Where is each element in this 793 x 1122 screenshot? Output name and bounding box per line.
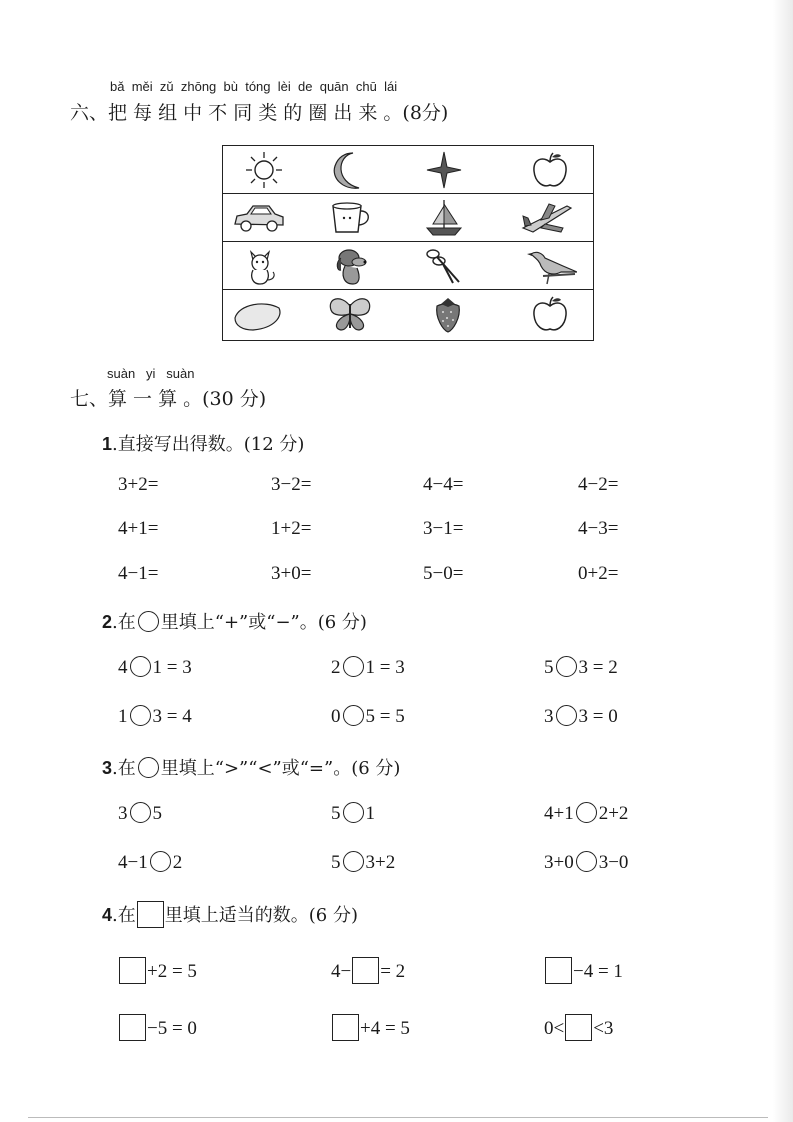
fill-number-item [544, 1014, 613, 1041]
question3-label [102, 754, 400, 780]
fill-operator-item [544, 656, 618, 679]
equation: 5−0= [423, 563, 464, 584]
operand: 3+0 [544, 852, 574, 873]
fill-operator-item [118, 656, 192, 679]
star-icon[interactable] [417, 150, 471, 190]
operand: 3 = 2 [578, 657, 618, 678]
operand: 3−0 [598, 852, 629, 873]
operand: 5 = 5 [365, 706, 405, 727]
operand: 1 [365, 803, 375, 824]
question-text: .直接写出得数。(12 分) [112, 434, 305, 455]
operand: 0< [544, 1018, 565, 1039]
operand: 3 [544, 706, 554, 727]
operand: 3 = 0 [578, 706, 618, 727]
pinyin-syllable: tóng [245, 79, 271, 94]
odd-one-out-table [222, 145, 594, 341]
question-number: 4 [102, 905, 113, 925]
equation: 3+2= [118, 474, 159, 495]
pinyin-syllable: quān [319, 79, 349, 94]
page-edge-shadow [773, 0, 793, 1122]
equation: 3−1= [423, 518, 464, 539]
compare-item [331, 802, 375, 825]
operand: 2+2 [598, 803, 629, 824]
scissors-icon[interactable] [417, 246, 471, 286]
answer-circle[interactable] [343, 705, 364, 726]
question2-label [102, 608, 367, 634]
fill-number-item [331, 957, 405, 984]
section7-title: 七、算 一 算 。(30 分) [70, 388, 267, 410]
answer-circle[interactable] [343, 656, 364, 677]
airplane-icon[interactable] [519, 198, 573, 238]
question-text: .在 [112, 758, 136, 779]
answer-circle[interactable] [576, 802, 597, 823]
operand: 0 [331, 706, 341, 727]
compare-item [544, 802, 628, 825]
operand: 3 = 4 [152, 706, 192, 727]
pinyin-syllable: lái [384, 79, 398, 94]
compare-item [544, 851, 628, 874]
operand: 3+2 [365, 852, 396, 873]
lemon-icon[interactable] [231, 294, 285, 334]
fill-operator-item [118, 705, 192, 728]
answer-box[interactable] [119, 1014, 146, 1041]
operand: −4 = 1 [573, 961, 623, 982]
bird-icon[interactable] [523, 246, 577, 286]
compare-item [331, 851, 395, 874]
operand: +2 = 5 [147, 961, 197, 982]
section6-pinyin [110, 79, 397, 94]
operand: 2 [331, 657, 341, 678]
fill-number-item [118, 957, 197, 984]
answer-box[interactable] [545, 957, 572, 984]
sailboat-icon[interactable] [417, 198, 471, 238]
operand: +4 = 5 [360, 1018, 410, 1039]
answer-circle[interactable] [556, 705, 577, 726]
pinyin-syllable: bù [223, 79, 238, 94]
equation: 4+1= [118, 518, 159, 539]
question-text: 里填上“>”“<”或“=”。(6 分) [160, 758, 401, 779]
compare-item [118, 851, 182, 874]
answer-box[interactable] [119, 957, 146, 984]
circle-blank-icon [138, 611, 159, 632]
fill-operator-item [331, 705, 405, 728]
answer-circle[interactable] [130, 656, 151, 677]
apple-icon[interactable] [523, 294, 577, 334]
car-icon[interactable] [231, 198, 285, 238]
equation: 4−2= [578, 474, 619, 495]
cat-icon[interactable] [233, 246, 287, 286]
pinyin-syllable: měi [131, 79, 153, 94]
section6-title: 六、把 每 组 中 不 同 类 的 圈 出 来 。(8分) [70, 102, 449, 124]
equation: 4−3= [578, 518, 619, 539]
pinyin-syllable: yi [146, 366, 156, 381]
pinyin-syllable: zǔ [159, 79, 174, 94]
operand: <3 [593, 1018, 614, 1039]
equation: 0+2= [578, 563, 619, 584]
butterfly-icon[interactable] [323, 294, 377, 334]
section7-pinyin [107, 366, 194, 381]
question-text: .在 [112, 905, 136, 926]
fill-number-item [331, 1014, 410, 1041]
operand: 4− [331, 961, 352, 982]
table-row [223, 194, 593, 242]
answer-circle[interactable] [150, 851, 171, 872]
equation: 3+0= [271, 563, 312, 584]
operand: 1 = 3 [365, 657, 405, 678]
strawberry-icon[interactable] [421, 294, 475, 334]
compare-item [118, 802, 162, 825]
answer-circle[interactable] [130, 705, 151, 726]
equation: 3−2= [271, 474, 312, 495]
pinyin-syllable: lèi [277, 79, 291, 94]
dog-icon[interactable] [323, 246, 377, 286]
operand: = 2 [380, 961, 406, 982]
answer-box[interactable] [565, 1014, 592, 1041]
fill-operator-item [544, 705, 618, 728]
question-text: 里填上适当的数。(6 分) [164, 905, 358, 926]
answer-circle[interactable] [343, 851, 364, 872]
equation: 4−1= [118, 563, 159, 584]
fill-number-item [118, 1014, 197, 1041]
operand: 3 [118, 803, 128, 824]
sun-icon[interactable] [237, 150, 291, 190]
operand: 2 [172, 852, 183, 873]
answer-circle[interactable] [130, 802, 151, 823]
cup-icon[interactable] [323, 198, 377, 238]
operand: 5 [331, 852, 341, 873]
pinyin-syllable: suàn [166, 366, 195, 381]
pinyin-syllable: de [298, 79, 313, 94]
answer-circle[interactable] [576, 851, 597, 872]
equation: 4−4= [423, 474, 464, 495]
operand: 5 [331, 803, 341, 824]
table-row [223, 146, 593, 194]
question-number: 3 [102, 758, 113, 778]
operand: 4 [118, 657, 128, 678]
question-text: 里填上“+”或“−”。(6 分) [160, 612, 367, 633]
answer-circle[interactable] [556, 656, 577, 677]
square-blank-icon [137, 901, 164, 928]
equation: 1+2= [271, 518, 312, 539]
question-number: 2 [102, 612, 113, 632]
question4-label [102, 901, 358, 928]
operand: 4+1 [544, 803, 574, 824]
operand: 1 [118, 706, 128, 727]
pinyin-syllable: zhōng [180, 79, 217, 94]
answer-circle[interactable] [343, 802, 364, 823]
operand: 4−1 [118, 852, 148, 873]
pinyin-syllable: bǎ [110, 79, 125, 94]
question-text: .在 [112, 612, 136, 633]
circle-blank-icon [138, 757, 159, 778]
question1-label [102, 430, 304, 456]
question-number: 1 [102, 434, 113, 454]
operand: 1 = 3 [152, 657, 192, 678]
fill-number-item [544, 957, 623, 984]
page-bottom-rule [28, 1117, 768, 1118]
moon-icon[interactable] [323, 150, 377, 190]
operand: 5 [544, 657, 554, 678]
pinyin-syllable: suàn [107, 366, 136, 381]
apple-icon[interactable] [523, 150, 577, 190]
answer-box[interactable] [332, 1014, 359, 1041]
table-row [223, 290, 593, 338]
fill-operator-item [331, 656, 405, 679]
table-row [223, 242, 593, 290]
operand: −5 = 0 [147, 1018, 197, 1039]
answer-box[interactable] [352, 957, 379, 984]
operand: 5 [152, 803, 162, 824]
pinyin-syllable: chū [355, 79, 377, 94]
